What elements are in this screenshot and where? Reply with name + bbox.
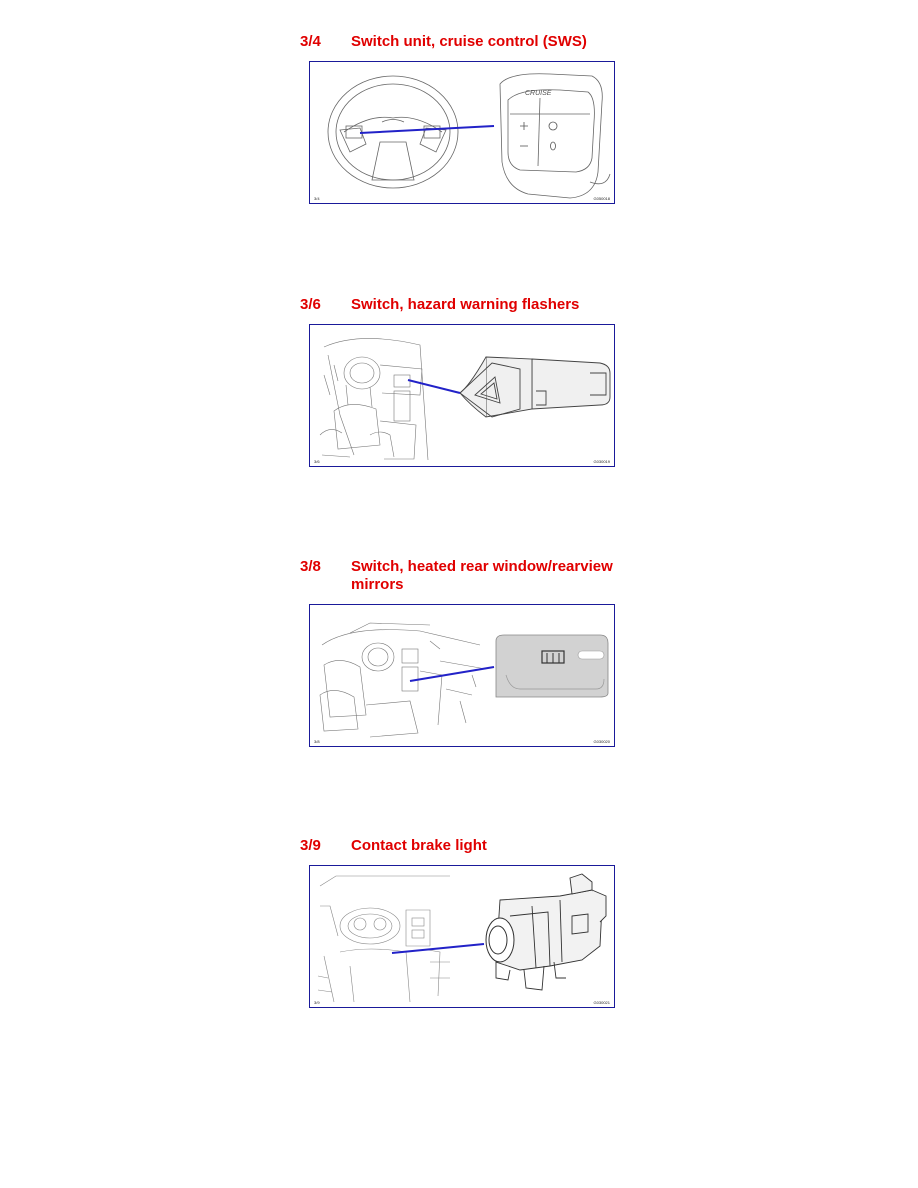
heated-window-switch-illustration	[310, 605, 615, 747]
figure-heated-rear-window-switch	[309, 604, 615, 747]
section-number: 3/9	[300, 837, 321, 854]
figure-code: G050018	[593, 196, 610, 201]
leader-line	[408, 380, 460, 393]
hazard-switch-illustration	[310, 325, 615, 467]
section-number: 3/6	[300, 296, 321, 313]
figure-brake-light-contact	[309, 865, 615, 1008]
cruise-panel-label: CRUISE	[525, 90, 552, 97]
section-title: Switch, hazard warning flashers	[351, 296, 580, 313]
figure-hazard-warning-switch	[309, 324, 615, 467]
section-number: 3/4	[300, 33, 321, 50]
leader-line	[410, 667, 494, 681]
cruise-control-illustration	[310, 62, 615, 204]
leader-line	[360, 126, 494, 133]
figure-code: G030021	[593, 1000, 610, 1005]
section-number: 3/8	[300, 558, 321, 575]
figure-id: 3/9	[314, 1000, 320, 1005]
figure-cruise-control-switch	[309, 61, 615, 204]
section-title: Switch, heated rear window/rearview mirrors	[351, 558, 613, 593]
figure-code: G030019	[593, 459, 610, 464]
section-title: Switch unit, cruise control (SWS)	[351, 33, 587, 50]
figure-id: 3/8	[314, 739, 320, 744]
figure-code: G030020	[593, 739, 610, 744]
figure-id: 3/4	[314, 196, 320, 201]
figure-id: 3/6	[314, 459, 320, 464]
section-title: Contact brake light	[351, 837, 487, 854]
brake-light-contact-illustration	[310, 866, 615, 1008]
